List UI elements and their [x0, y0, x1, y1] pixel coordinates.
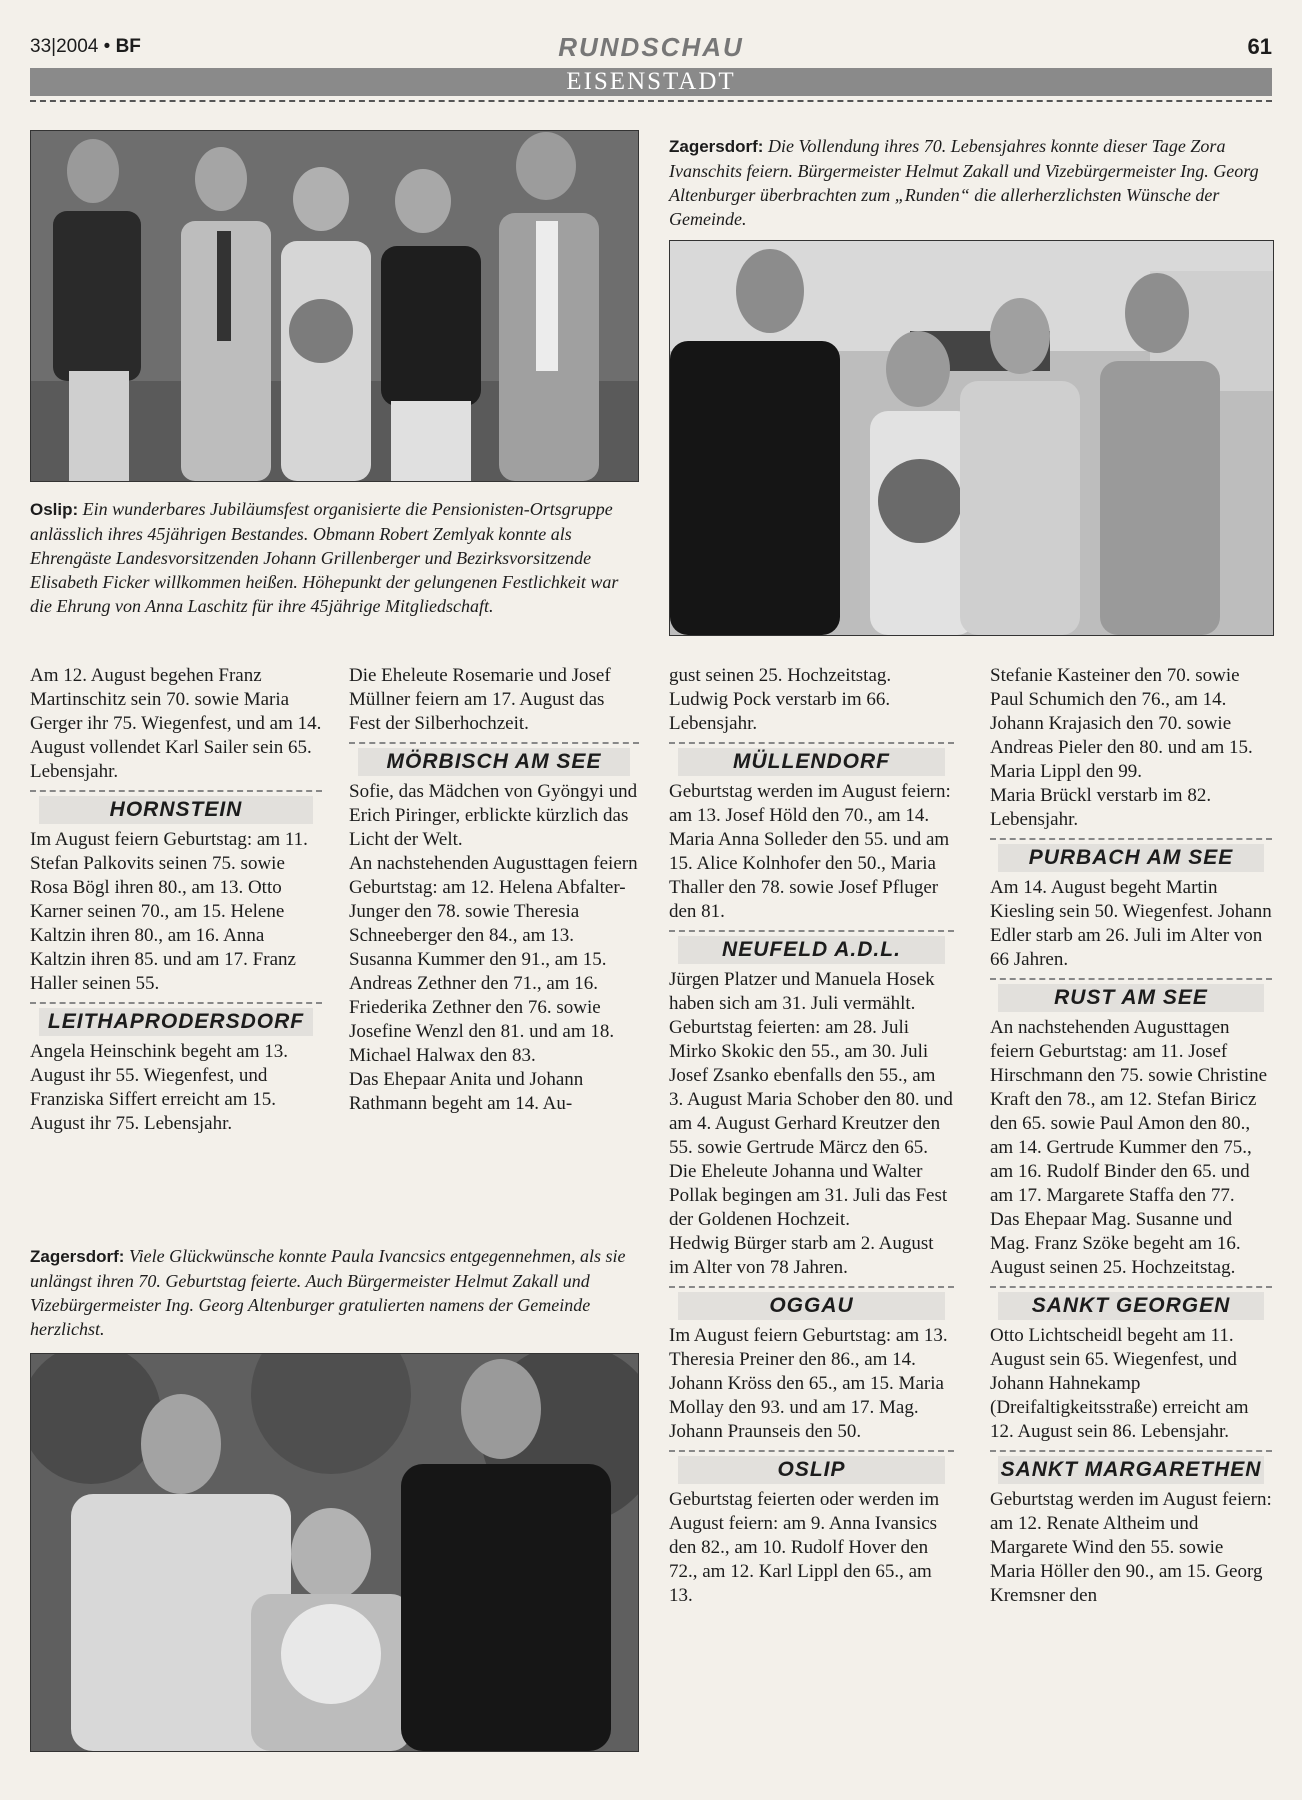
heading-sankt-margarethen-text: SANKT MARGARETHEN [998, 1456, 1263, 1484]
heading-leithaprodersdorf [30, 1002, 322, 1036]
page-header [30, 30, 1272, 68]
paper-name: BF [115, 36, 141, 57]
heading-hornstein [30, 790, 322, 824]
moerbisch-p3: Das Ehepaar Anita und Johann Rathmann begeht am 14. Au- [349, 1069, 584, 1114]
caption-zagersdorf-bottom-text: Viele Glückwünsche konnte Paula Ivancsics entgegennehmen, als sie unlängst ihren 70. Geburtstag feierte. Auch Bürgermeister Helmut Zakall und Vizebürgermeister Ing. Georg Altenburger gratulierten namens der Gemeinde herzlichst. [30, 1246, 626, 1339]
caption-zagersdorf-bottom [30, 1244, 639, 1341]
heading-oggau [669, 1286, 954, 1320]
heading-rust [990, 978, 1272, 1012]
header-divider [30, 100, 1272, 102]
heading-sankt-georgen [990, 1286, 1272, 1320]
photo-zagersdorf-bottom-image [31, 1354, 638, 1751]
issue-number: 33|2004 [30, 36, 99, 57]
neufeld-p3: Die Eheleute Johanna und Walter Pollak begingen am 31. Juli das Fest der Goldenen Hochzeit. [669, 1161, 948, 1230]
col4-cont2: Maria Brückl verstarb im 82. Lebensjahr. [990, 785, 1212, 830]
column-4 [990, 664, 1272, 1608]
heading-oggau-text: OGGAU [678, 1292, 946, 1320]
purbach-text: Am 14. August begeht Martin Kiesling sein 50. Wiegenfest. Johann Edler starb am 26. Juli im Alter von 66 Jahren. [990, 877, 1272, 970]
muellendorf-text: Geburtstag werden im August feiern: am 13. Josef Höld den 70., am 14. Maria Anna Solleder den 55. und am 15. Alice Kolnhofer den 50., Maria Thaller den 78. sowie Josef Pfluger den 81. [669, 781, 951, 922]
heading-muellendorf-text: MÜLLENDORF [678, 748, 946, 776]
heading-muellendorf [669, 742, 954, 776]
photo-zagersdorf-top [669, 240, 1274, 636]
heading-oslip [669, 1450, 954, 1484]
heading-neufeld-text: NEUFELD A.D.L. [678, 936, 946, 964]
region-title: EISENSTADT [566, 68, 736, 95]
col1-intro: Am 12. August begehen Franz Martinschitz sein 70. sowie Maria Gerger ihr 75. Wiegenfest, und am 14. August vollendet Karl Sailer sein 65. Lebensjahr. [30, 665, 322, 782]
heading-rust-text: RUST AM SEE [998, 984, 1263, 1012]
photo-zagersdorf-bottom [30, 1353, 639, 1752]
oggau-text: Im August feiern Geburtstag: am 13. Theresia Preiner den 86., am 14. Johann Kröss den 65., am 15. Maria Mollay den 93. und am 17. Mag. Johann Praunseis den 50. [669, 1325, 948, 1442]
col2-intro: Die Eheleute Rosemarie und Josef Müllner feiern am 17. August das Fest der Silberhochzeit. [349, 665, 611, 734]
col4-cont1: Stefanie Kasteiner den 70. sowie Paul Schumich den 76., am 14. Johann Krajasich den 70. sowie Andreas Pieler den 80. und am 15. Maria Lippl den 99. [990, 665, 1253, 782]
column-2 [349, 664, 639, 1116]
moerbisch-p2: An nachstehenden Augusttagen feiern Geburtstag: am 12. Helena Abfalter-Junger den 78. sowie Theresia Schneeberger den 84., am 13. Susanna Kummer den 91., am 15. Andreas Zethner den 71., am 16. Friederika Zethner den 76. sowie Josefine Wenzl den 81. und am 18. Michael Halwax den 83. [349, 853, 638, 1066]
heading-neufeld [669, 930, 954, 964]
heading-sankt-georgen-text: SANKT GEORGEN [998, 1292, 1263, 1320]
region-band [30, 68, 1272, 96]
caption-zagersdorf-top-label: Zagersdorf: [669, 137, 764, 156]
section-title: RUNDSCHAU [558, 32, 744, 62]
photo-oslip-group [30, 130, 639, 482]
heading-sankt-margarethen [990, 1450, 1272, 1484]
rust-p2: Das Ehepaar Mag. Susanne und Mag. Franz Szöke begeht am 16. August seinen 25. Hochzeitstag. [990, 1209, 1241, 1278]
column-1 [30, 664, 322, 1136]
hornstein-text: Im August feiern Geburtstag: am 11. Stefan Palkovits seinen 75. sowie Rosa Bögl ihren 80., am 13. Otto Karner seinen 70., am 15. Helene Kaltzin ihren 80., am 16. Anna Kaltzin ihren 85. und am 17. Franz Haller seinen 55. [30, 829, 308, 994]
heading-oslip-text: OSLIP [678, 1456, 946, 1484]
issue-separator: • [103, 36, 111, 57]
heading-purbach-text: PURBACH AM SEE [998, 844, 1263, 872]
neufeld-p1: Jürgen Platzer und Manuela Hosek haben sich am 31. Juli vermählt. [669, 969, 935, 1014]
caption-oslip [30, 497, 637, 618]
rust-p1: An nachstehenden Augusttagen feiern Geburtstag: am 11. Josef Hirschmann den 75. sowie Christine Kraft den 78., am 12. Stefan Biricz den 65. sowie Paul Amon den 80., am 14. Gertrude Kummer den 75., am 16. Rudolf Binder den 65. und am 17. Margarete Staffa den 77. [990, 1017, 1268, 1206]
caption-oslip-text: Ein wunderbares Jubiläumsfest organisierte die Pensionisten-Ortsgruppe anlässlich ihres 45jährigen Bestandes. Obmann Robert Zemlyak konnte als Ehrengäste Landesvorsitzenden Johann Grillenberger und Bezirksvorsitzende Elisabeth Ficker willkommen heißen. Höhepunkt der gelungenen Festlichkeit war die Ehrung von Anna Laschitz für ihre 45jährige Mitgliedschaft. [30, 499, 619, 616]
heading-moerbisch [349, 742, 639, 776]
oslip-text: Geburtstag feierten oder werden im August feiern: am 9. Anna Ivansics den 82., am 10. Rudolf Hover den 72., am 12. Karl Lippl den 65., am 13. [669, 1489, 940, 1606]
neufeld-p4: Hedwig Bürger starb am 2. August im Alter von 78 Jahren. [669, 1233, 934, 1278]
caption-oslip-label: Oslip: [30, 500, 79, 519]
page-number: 61 [1247, 34, 1272, 59]
heading-purbach [990, 838, 1272, 872]
sankt-margarethen-text: Geburtstag werden im August feiern: am 12. Renate Altheim und Margarete Wind den 55. sowie Maria Höller den 90., am 15. Georg Kremsner den [990, 1489, 1272, 1606]
sankt-georgen-text: Otto Lichtscheidl begeht am 11. August sein 65. Wiegenfest, und Johann Hahnekamp (Dreifaltigkeitsstraße) erreicht am 12. August sein 86. Lebensjahr. [990, 1325, 1249, 1442]
heading-leithaprodersdorf-text: LEITHAPRODERSDORF [39, 1008, 313, 1036]
photo-oslip-image [31, 131, 638, 481]
photo-zagersdorf-top-image [670, 241, 1273, 635]
heading-moerbisch-text: MÖRBISCH AM SEE [358, 748, 631, 776]
neufeld-p2: Geburtstag feierten: am 28. Juli Mirko Skokic den 55., am 30. Juli Josef Zsanko ebenfalls den 55., am 3. August Maria Schober den 80. und am 4. August Gerhard Kreutzer den 55. sowie Gertrude Märcz den 65. [669, 1017, 953, 1158]
leithaprodersdorf-text: Angela Heinschink begeht am 13. August ihr 55. Wiegenfest, und Franziska Siffert erreicht am 15. August ihr 75. Lebensjahr. [30, 1041, 289, 1134]
caption-zagersdorf-bottom-label: Zagersdorf: [30, 1247, 125, 1266]
caption-zagersdorf-top-text: Die Vollendung ihres 70. Lebensjahres konnte dieser Tage Zora Ivanschits feiern. Bürgermeister Helmut Zakall und Vizebürgermeister Ing. Georg Altenburger überbrachten zum „Runden“ die allerherzlichsten Wünsche der Gemeinde. [669, 136, 1259, 229]
column-3 [669, 664, 954, 1608]
caption-zagersdorf-top [669, 134, 1272, 231]
heading-hornstein-text: HORNSTEIN [39, 796, 313, 824]
col3-cont: gust seinen 25. Hochzeitstag. Ludwig Pock verstarb im 66. Lebensjahr. [669, 665, 892, 734]
moerbisch-p1: Sofie, das Mädchen von Gyöngyi und Erich Piringer, erblickte kürzlich das Licht der Welt. [349, 781, 638, 850]
